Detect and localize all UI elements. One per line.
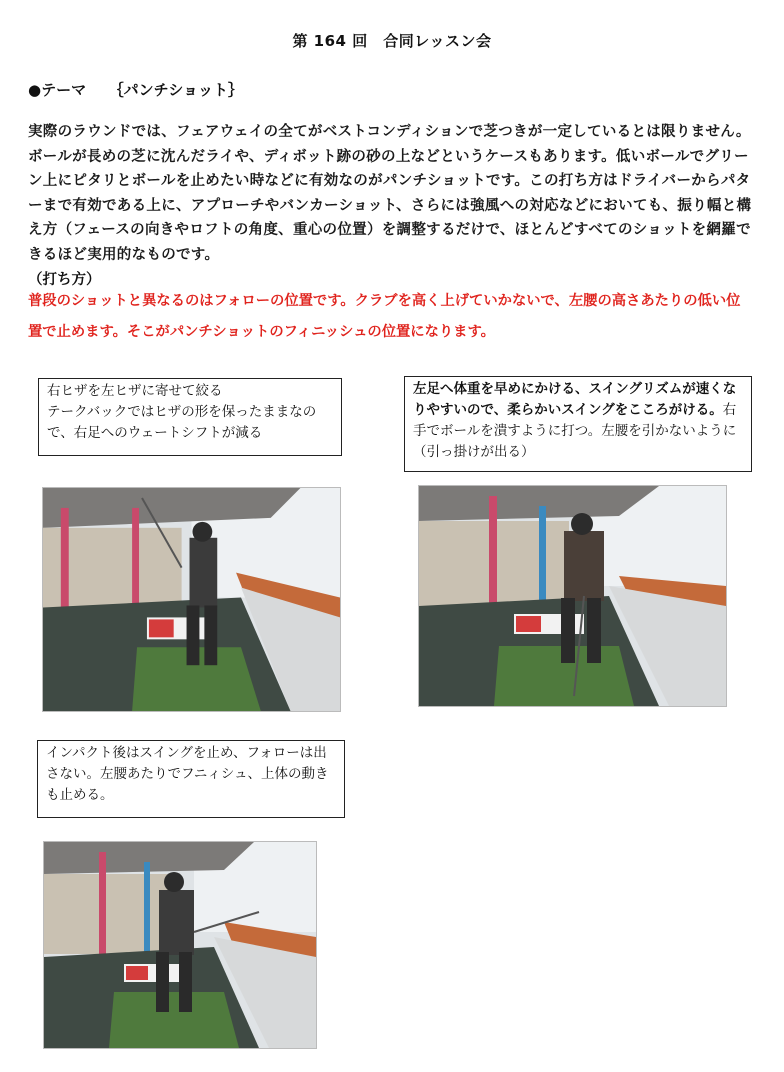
- caption-line: 右ヒザを左ヒザに寄せて絞る: [47, 383, 223, 399]
- golfer-impact-photo: [418, 485, 727, 707]
- caption-text: インパクト後はスイングを止め、フォローは出さない。左腰あたりでフニィシュ、上体の動きも止める。: [46, 745, 329, 803]
- caption-box-finish: [37, 740, 345, 818]
- page-title: 第 164 回 合同レッスン会: [292, 32, 492, 50]
- theme-line: [28, 79, 243, 100]
- golfer-finish-photo: [43, 841, 317, 1049]
- caption-box-backswing: [38, 378, 342, 456]
- caption-box-impact: [404, 376, 752, 472]
- howto-heading: （打ち方）: [28, 272, 101, 288]
- theme-label: テーマ: [41, 81, 87, 99]
- caption-bold: 左足へ体重を早めにかける、スイングリズムが速くなりやすいので、柔らかいスイングをこころがける。: [413, 381, 737, 418]
- golfer-backswing-photo: [42, 487, 341, 712]
- theme-value: ｛パンチショット｝: [116, 81, 244, 99]
- caption-normal: 右手でボールを潰すように打つ。左腰を引かないように（引っ掛けが出る）: [413, 402, 737, 460]
- caption-line: テークバックではヒザの形を保ったままなので、右足へのウェートシフトが減る: [47, 404, 317, 441]
- howto-red-text: 普段のショットと異なるのはフォローの位置です。クラブを高く上げていかないで、左腰の高さあたりの低い位置で止めます。そこがパンチショットのフィニッシュの位置になります。: [28, 293, 741, 340]
- intro-paragraph: 実際のラウンドでは、フェアウェイの全てがベストコンディションで芝つきが一定しているとは限りません。ボールが長めの芝に沈んだライや、ディボット跡の砂の上などというケースもあります。低いボールでグリーン上にピタリとボールを止めたい時などに有効なのがパンチショットです。この打ち方はドライバーからパターまで有効である上に、アプローチやバンカーショット、さらには強風への対応などにおいても、振り幅と構え方（フェースの向きやロフトの角度、重心の位置）を調整するだけで、ほとんどすべてのショットを網羅できるほど実用的なものです。: [28, 124, 752, 263]
- bullet-icon: ●: [28, 81, 42, 99]
